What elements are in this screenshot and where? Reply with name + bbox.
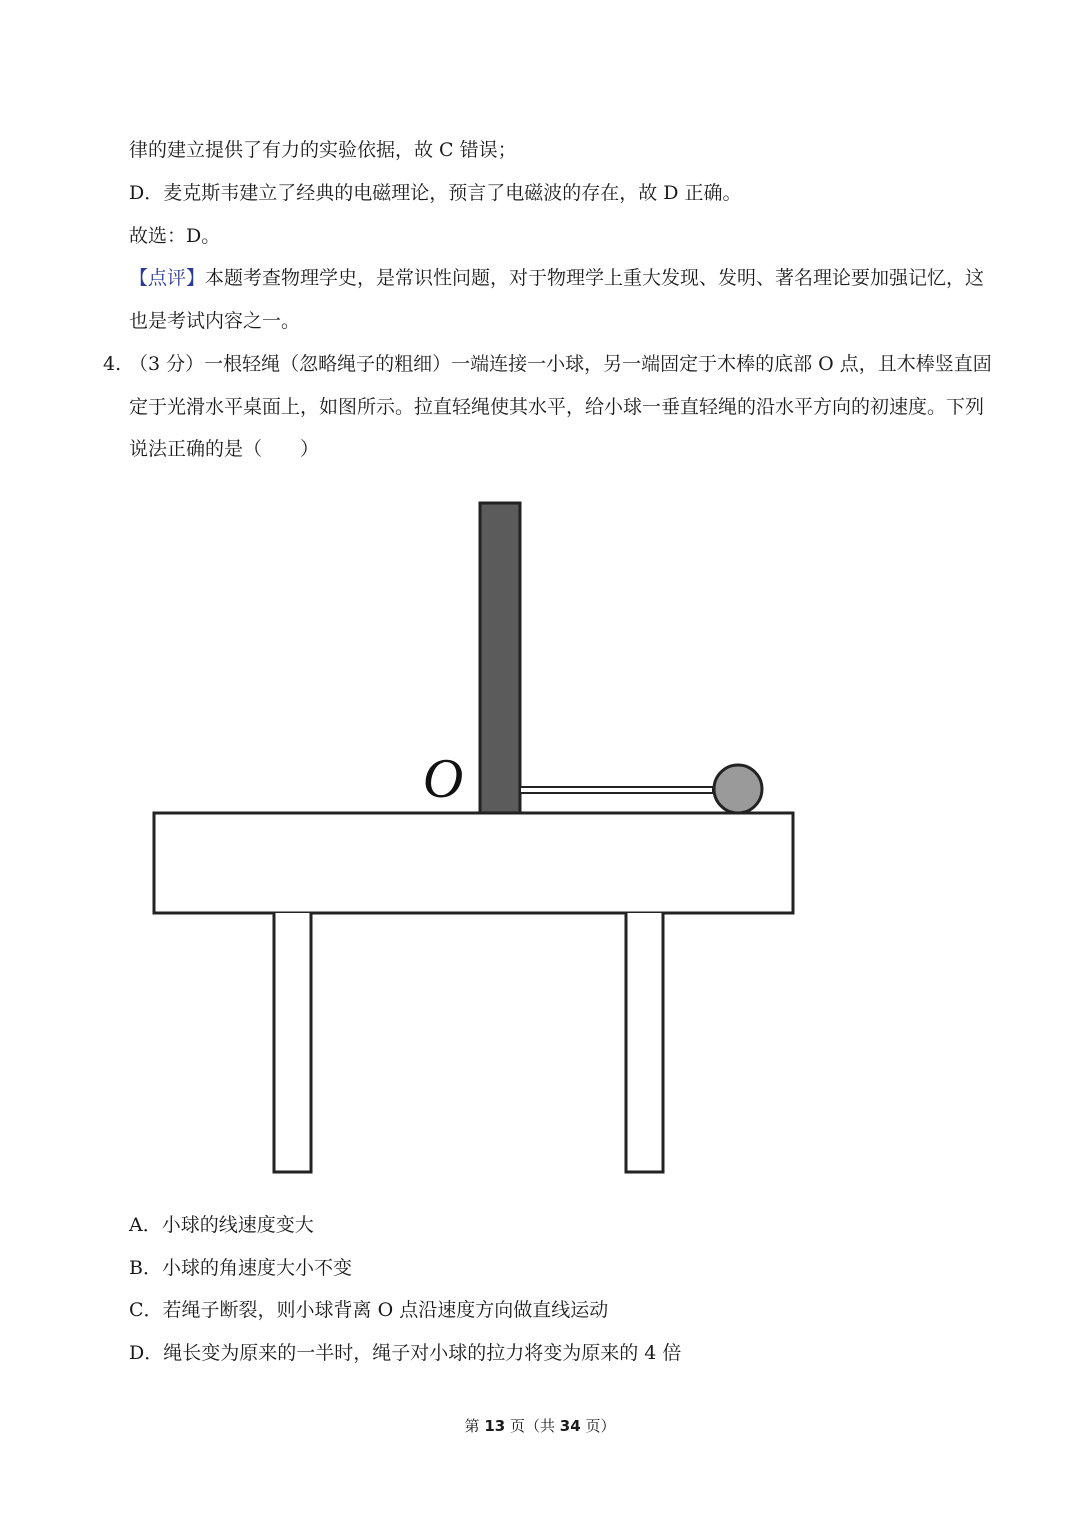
question-number: 4. [103, 353, 122, 375]
footer-prefix: 第 [464, 1417, 480, 1435]
table-leg-right [626, 913, 663, 1172]
review-text-2: 也是考试内容之一。 [129, 310, 301, 332]
question-line-2: 定于光滑水平桌面上，如图所示。拉直轻绳使其水平，给小球一垂直轻绳的沿水平方向的初速度。下列 [129, 396, 985, 418]
question-line-3: 说法正确的是（ ） [129, 438, 320, 460]
analysis-answer: 故选：D。 [129, 225, 221, 247]
option-a: A．小球的线速度变大 [129, 1214, 314, 1236]
table-leg-left [274, 913, 311, 1172]
option-d: D．绳长变为原来的一半时，绳子对小球的拉力将变为原来的 4 倍 [129, 1342, 682, 1364]
review-label: 【点评】 [129, 267, 206, 289]
rope [520, 787, 713, 793]
analysis-line-1: 律的建立提供了有力的实验依据，故 C 错误； [129, 139, 517, 161]
option-c: C．若绳子断裂，则小球背离 O 点沿速度方向做直线运动 [129, 1299, 609, 1321]
vertical-rod [480, 503, 520, 813]
option-b: B．小球的角速度大小不变 [129, 1257, 352, 1279]
page-footer [0, 1416, 1080, 1436]
review-text: 本题考查物理学史，是常识性问题，对于物理学上重大发现、发明、著名理论要加强记忆，这 [205, 267, 985, 289]
ball [714, 765, 762, 813]
table-top [154, 813, 793, 913]
point-o-label: O [422, 748, 464, 810]
analysis-line-2: D．麦克斯韦建立了经典的电磁理论，预言了电磁波的存在，故 D 正确。 [129, 182, 742, 204]
footer-middle: 页（共 [509, 1417, 555, 1435]
total-pages: 34 [559, 1417, 581, 1435]
current-page: 13 [484, 1417, 506, 1435]
question-line-1: （3 分）一根轻绳（忽略绳子的粗细）一端连接一小球，另一端固定于木棒的底部 O 点，且木棒竖直固 [129, 353, 992, 375]
footer-suffix: 页） [585, 1417, 616, 1435]
